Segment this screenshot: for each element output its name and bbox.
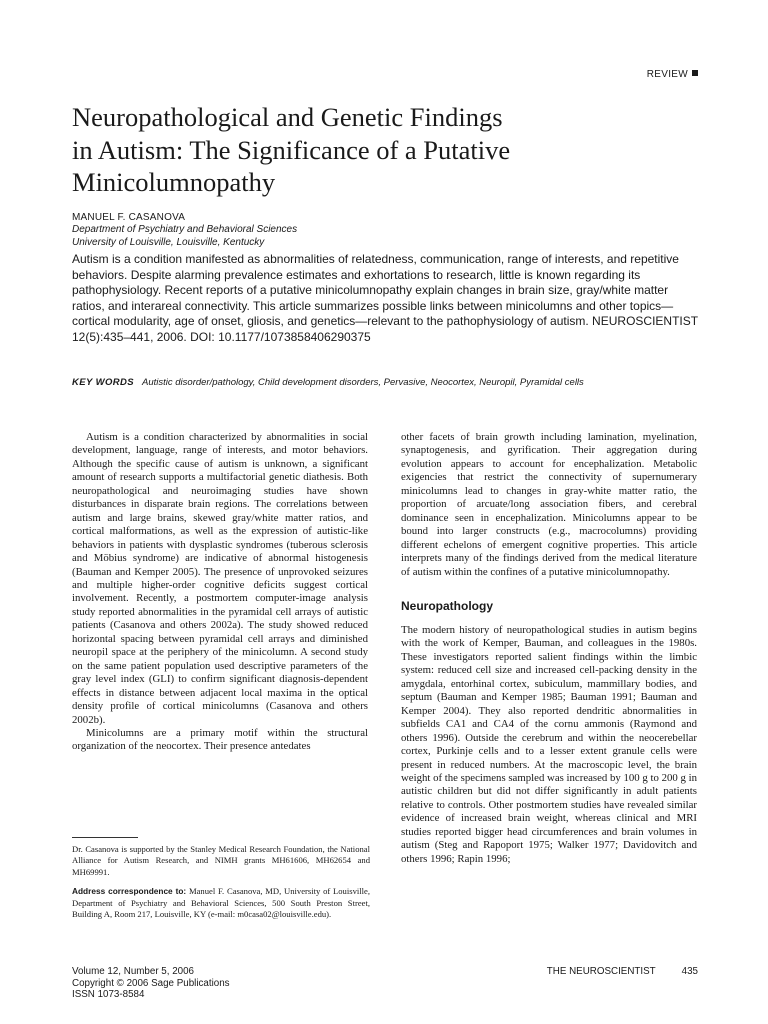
correspondence-note xyxy=(72,886,370,920)
footer-publication-info xyxy=(72,966,230,1001)
author-university: University of Louisville, Louisville, Kentucky xyxy=(72,236,265,248)
body-paragraph: other facets of brain growth including lamination, myelination, synaptogenesis, and gyrification. Their aggregation during evolution appears to account for encephalization. Metabolic exigencies that restrict the connectivity of supernumerary minicolumns lead to changes in gray-white matter ratio, the proportion of arcuate/long association fibers, and cerebral dominance seen in encephalization. Minicolumns appear to be bound into larger constructs (e.g., macrocolumns) providing different echelons of emergent cognitive properties. This article interprets many of the findings derived from the medical literature of autism within the confines of a putative minicolumnopathy. xyxy=(401,431,697,578)
page-number: 435 xyxy=(681,966,698,977)
body-column-left xyxy=(72,431,368,754)
footer-volume: Volume 12, Number 5, 2006 xyxy=(72,966,194,977)
keywords xyxy=(72,377,700,389)
abstract: Autism is a condition manifested as abnormalities of relatedness, communication, range of interests, and repetitive behaviors. Despite alarming prevalence estimates and exhortations to research, little is known regarding its pathophysiology. Recent reports of a putative minicolumnopathy explain changes in brain size, gray/white matter ratios, and interareal connectivity. This article summarizes possible links between minicolumns and other topics—cortical modularity, age of onset, gliosis, and genetics—relevant to the pathophysiology of autism. NEUROSCIENTIST 12(5):435–441, 2006. DOI: 10.1177/1073858406290375 xyxy=(72,252,698,344)
journal-name: THE NEUROSCIENTIST xyxy=(546,966,656,977)
body-paragraph: The modern history of neuropathological studies in autism begins with the work of Kemper, Bauman, and colleagues in the 1980s. These investigators reported salient findings within the limbic system: reduced cell size and increased cell-packing density in the amygdala, entorhinal cortex, subiculum, mammillary bodies, and septum (Bauman and Kemper 1985; Bauman 1991; Bauman and Kemper 2004). They also reported dendritic abnormalities in subfields CA1 and CA4 of the cornu ammonis (Raymond and others 1996). Outside the cerebrum and within the neocerebellar cortex, Purkinje cells and to a lesser extent granule cells were present in reduced numbers. At the macroscopic level, the brain weight of the specimens sampled was increased by 100 g to 200 g in autistic children but did not differ significantly in adult patients relative to controls. Other postmortem studies have revealed similar evidence of increased brain weight, whereas clinical and MRI studies reported bigger head circumferences and brain volumes in autism (Steg and Rapoport 1975; Walker 1977; Davidovitch and others 1996; Rapin 1996; xyxy=(401,623,697,865)
body-paragraph: Autism is a condition characterized by abnormalities in social development, language, range of interests, and motor behaviors. Although the specific cause of autism is unknown, a significant amount of research supports a multifactorial genetic diathesis. Both neuropathological and neuroimaging studies have shown disturbances in disparate brain regions. The correlations between autism and large brains, skewed gray/white matter ratios, and cortical malformations, as well as the expression of autistic-like behaviors in patients with dysplastic syndromes (tuberous sclerosis and Möbius syndrome) are indicative of abnormal histogenesis (Bauman and Kemper 2005). The presence of unprovoked seizures and multiple higher-order cognitive deficits suggest cortical involvement. Recently, a postmortem computer-image analysis study reported abnormalities in the pyramidal cell arrays of autistic patients (Casanova and others 2002a). The study showed reduced horizontal spacing between pyramidal cell arrays and diminished neuropil space at the periphery of the minicolumn. A second study on the same patient population used descriptive parameters of the gray level index (GLI) to confirm significant diagnosis-dependent effects in distance between adjacent local maxima in the optical density profile of cortical minicolumns (Casanova and others 2002b). xyxy=(72,431,368,726)
footer-copyright: Copyright © 2006 Sage Publications xyxy=(72,977,230,989)
square-bullet-icon xyxy=(692,70,698,76)
author-block xyxy=(72,211,297,249)
section-label: REVIEW xyxy=(647,69,698,80)
footer-issn: ISSN 1073-8584 xyxy=(72,989,145,1000)
footer-journal xyxy=(547,966,698,978)
author-department: Department of Psychiatry and Behavioral Sciences xyxy=(72,224,298,235)
section-heading: Neuropathology xyxy=(401,598,493,613)
body-paragraph: Minicolumns are a primary motif within the structural organization of the neocortex. Their presence antedates xyxy=(72,726,368,753)
author-name: MANUEL F. CASANOVA xyxy=(72,212,186,223)
body-column-right xyxy=(401,431,697,866)
correspondence-text: Manuel F. Casanova, MD, University of Louisville, Department of Psychiatry and Behavioral Sciences, 500 South Preston Street, Building A, Room 217, Louisville, KY (e-mail: m0casa02@louisville.edu). xyxy=(72,886,370,920)
correspondence-label: Address correspondence to: xyxy=(72,886,187,897)
title-line: Neuropathological and Genetic Findings xyxy=(72,102,503,132)
funding-note: Dr. Casanova is supported by the Stanley Medical Research Foundation, the National Alliance for Autism Research, and NIMH grants MH61606, MH62654 and MH69991. xyxy=(72,844,370,877)
article-title xyxy=(72,101,672,199)
footnotes xyxy=(72,844,370,928)
title-line: in Autism: The Significance of a Putative xyxy=(72,134,511,165)
keywords-label: KEY WORDS xyxy=(72,377,135,388)
title-line: Minicolumnopathy xyxy=(72,167,276,197)
keywords-text: Autistic disorder/pathology, Child development disorders, Pervasive, Neocortex, Neuropil, Pyramidal cells xyxy=(142,377,584,388)
footnote-divider xyxy=(72,837,138,838)
